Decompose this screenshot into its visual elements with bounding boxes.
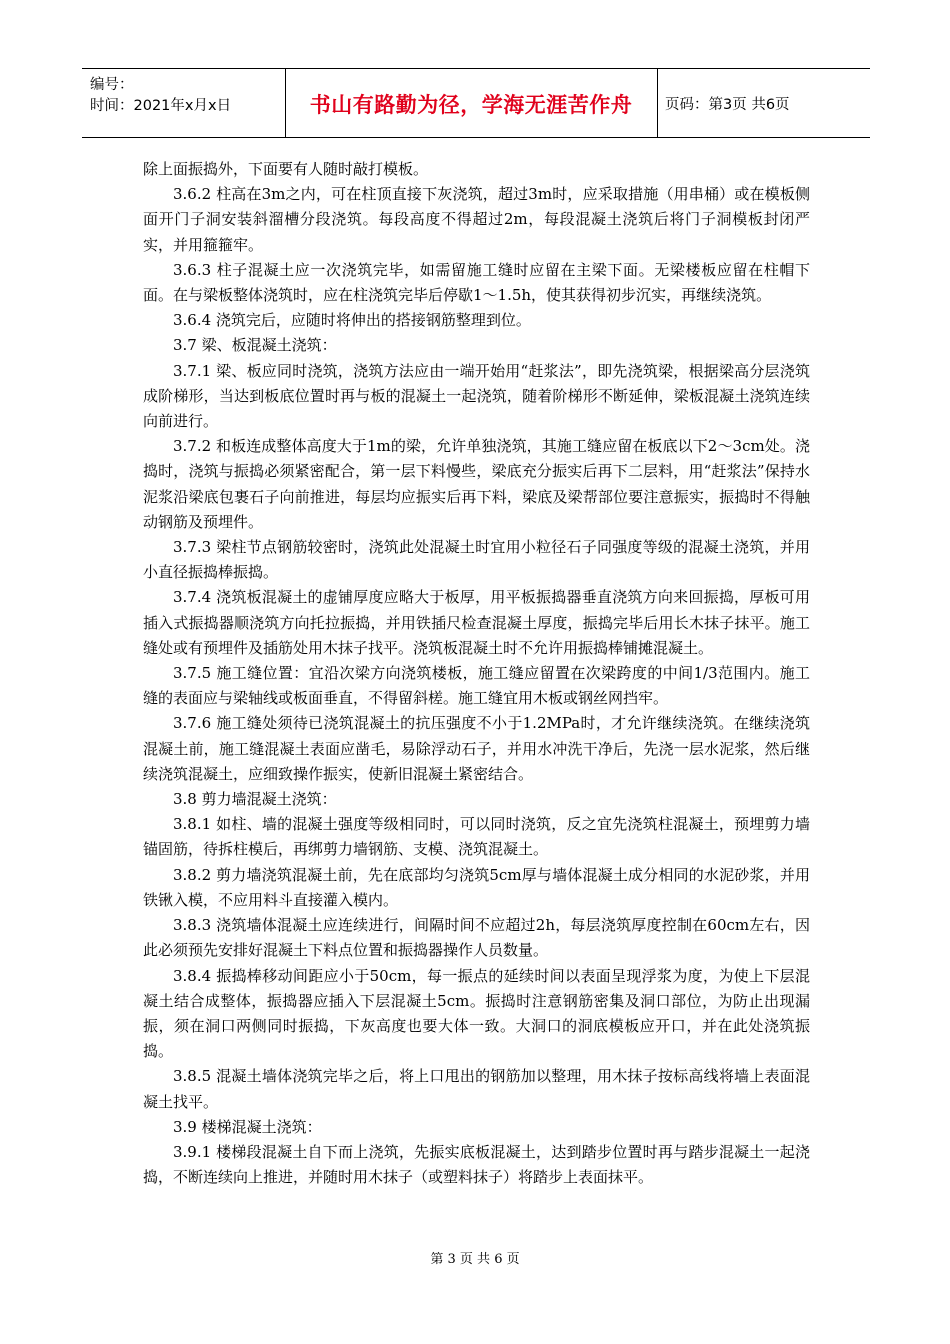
body-paragraph: 3.7.2 和板连成整体高度大于1m的梁，允许单独浇筑，其施工缝应留在板底以下2～3cm处。浇捣时，浇筑与振捣必须紧密配合，第一层下料慢些，梁底充分振实后再下二层料，用“赶浆法”保持水泥浆沿梁底包裹石子向前推进，每层均应振实后再下料，梁底及梁帮部位要注意振实，振捣时不得触动钢筋及预埋件。 [143, 437, 810, 531]
body-paragraph: 3.7.5 施工缝位置：宜沿次梁方向浇筑楼板，施工缝应留置在次梁跨度的中间1/3范围内。施工缝的表面应与梁轴线或板面垂直，不得留斜槎。施工缝宜用木板或钢丝网挡牢。 [143, 664, 810, 708]
body-paragraph: 3.8.4 振捣棒移动间距应小于50cm，每一振点的延续时间以表面呈现浮浆为度，为使上下层混凝土结合成整体，振捣器应插入下层混凝土5cm。振捣时注意钢筋密集及洞口部位，为防止出现漏振，须在洞口两侧同时振捣，下灰高度也要大体一致。大洞口的洞底模板应开口，并在此处浇筑振捣。 [143, 966, 810, 1061]
document-number-label: 编号： [90, 77, 134, 93]
body-paragraph: 3.8.2 剪力墙浇筑混凝土前，先在底部均匀浇筑5cm厚与墙体混凝土成分相同的水泥砂浆，并用铁锹入模，不应用料斗直接灌入模内。 [143, 865, 810, 909]
body-paragraph: 3.7.4 浇筑板混凝土的虚铺厚度应略大于板厚，用平板振捣器垂直浇筑方向来回振捣，厚板可用插入式振捣器顺浇筑方向托拉振捣，并用铁插尺检查混凝土厚度，振捣完毕后用长木抹子抹平。施工缝处或有预埋件及插筋处用木抹子找平。浇筑板混凝土时不允许用振捣棒铺摊混凝土。 [143, 588, 810, 657]
header-page-number: 页码：第3页 共6页 [665, 96, 790, 113]
document-date-label: 时间：2021年x月x日 [90, 98, 232, 114]
body-paragraph: 3.9.1 楼梯段混凝土自下而上浇筑，先振实底板混凝土，达到踏步位置时再与踏步混凝土一起浇捣，不断连续向上推进，并随时用木抹子（或塑料抹子）将踏步上表面抹平。 [143, 1142, 810, 1187]
body-paragraph: 3.7.1 梁、板应同时浇筑，浇筑方法应由一端开始用“赶浆法”，即先浇筑梁，根据梁高分层浇筑成阶梯形，当达到板底位置时再与板的混凝土一起浇筑，随着阶梯形不断延伸，梁板混凝土浇筑连续向前进行。 [143, 361, 810, 431]
body-paragraph: 3.7.3 梁柱节点钢筋较密时，浇筑此处混凝土时宜用小粒径石子同强度等级的混凝土浇筑，并用小直径振捣棒振捣。 [143, 538, 810, 582]
page-header [82, 68, 870, 138]
header-motto: 书山有路勤为径，学海无涯苦作舟 [309, 93, 633, 117]
body-paragraph: 3.8 剪力墙混凝土浇筑： [173, 790, 337, 809]
body-paragraph: 3.8.3 浇筑墙体混凝土应连续进行，间隔时间不应超过2h，每层浇筑厚度控制在60cm左右，因此必须预先安排好混凝土下料点位置和振捣器操作人员数量。 [143, 916, 810, 960]
body-paragraph: 3.6.3 柱子混凝土应一次浇筑完毕，如需留施工缝时应留在主梁下面。无梁楼板应留在柱帽下面。在与梁板整体浇筑时，应在柱浇筑完毕后停歇1～1.5h，使其获得初步沉实，再继续浇筑。 [143, 260, 810, 305]
body-paragraph: 3.7 梁、板混凝土浇筑： [173, 336, 337, 355]
body-paragraph: 3.8.1 如柱、墙的混凝土强度等级相同时，可以同时浇筑，反之宜先浇筑柱混凝土，预埋剪力墙锚固筋，待拆柱模后，再绑剪力墙钢筋、支模、浇筑混凝土。 [143, 815, 810, 859]
body-paragraph: 3.7.6 施工缝处须待已浇筑混凝土的抗压强度不小于1.2MPa时，才允许继续浇筑。在继续浇筑混凝土前，施工缝混凝土表面应凿毛，易除浮动石子，并用水冲洗干净后，先浇一层水泥浆，然后继续浇筑混凝土，应细致操作振实，使新旧混凝土紧密结合。 [143, 714, 810, 783]
body-paragraph: 3.6.2 柱高在3m之内，可在柱顶直接下灰浇筑，超过3m时，应采取措施（用串桶）或在模板侧面开门子洞安装斜溜槽分段浇筑。每段高度不得超过2m，每段混凝土浇筑后将门子洞模板封闭严实，并用箍箍牢。 [143, 185, 810, 254]
body-paragraph: 3.9 楼梯混凝土浇筑： [173, 1117, 322, 1136]
body-paragraph: 3.8.5 混凝土墙体浇筑完毕之后，将上口甩出的钢筋加以整理，用木抹子按标高线将墙上表面混凝土找平。 [143, 1067, 810, 1111]
body-paragraph: 除上面振捣外，下面要有人随时敲打模板。 [143, 160, 429, 178]
document-body [143, 157, 810, 1190]
header-divider [657, 69, 658, 137]
header-meta [90, 75, 285, 117]
body-paragraph: 3.6.4 浇筑完后，应随时将伸出的搭接钢筋整理到位。 [173, 311, 531, 330]
page-footer: 第 3 页 共 6 页 [430, 1252, 520, 1267]
